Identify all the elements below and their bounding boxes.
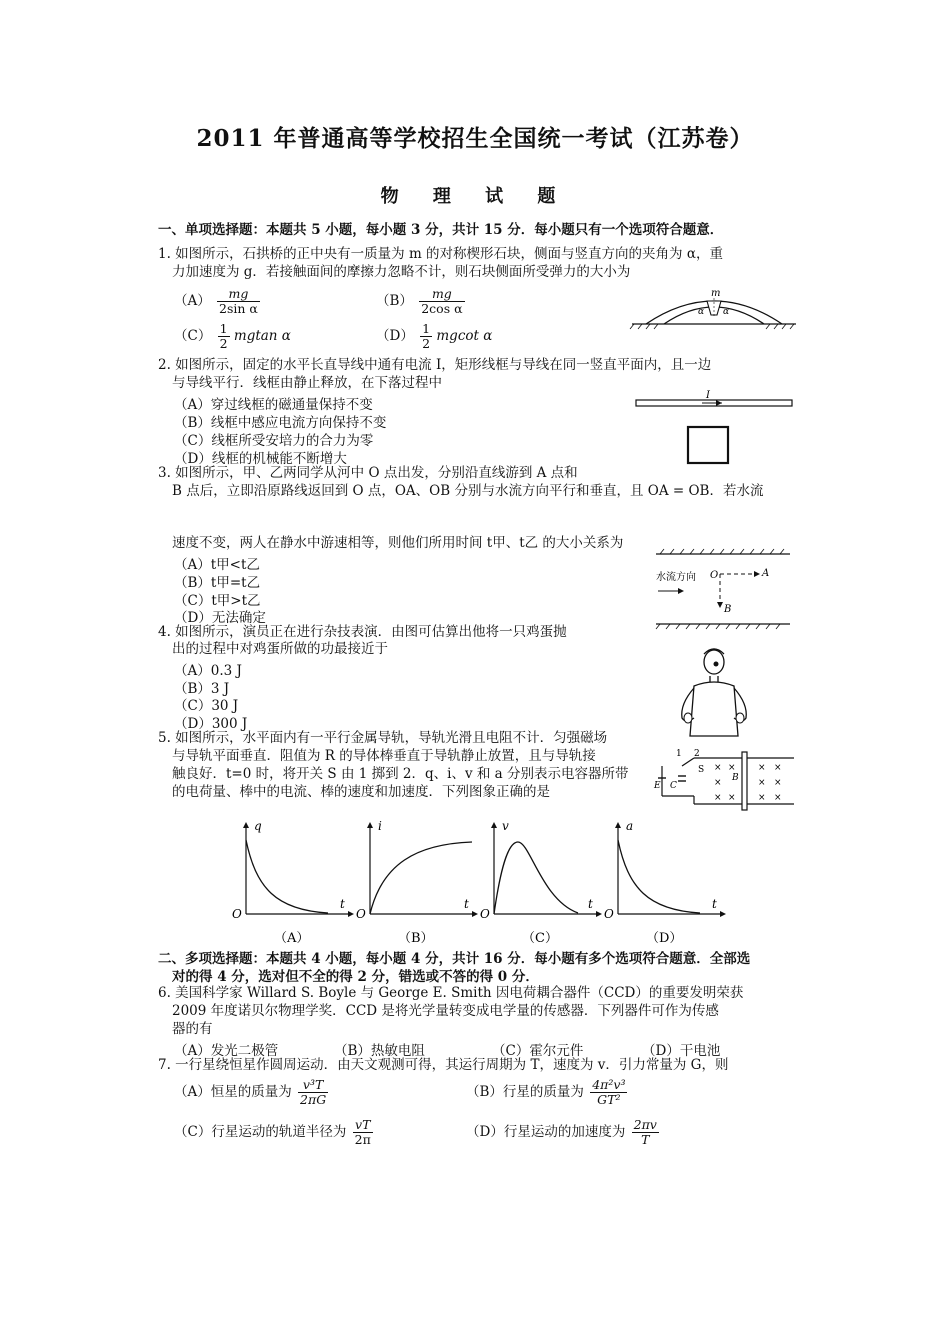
graph-d-x-arrow bbox=[720, 911, 726, 917]
page-subtitle: 物 理 试 题 bbox=[380, 186, 570, 207]
graph-b-xlabel: t bbox=[464, 897, 469, 911]
q7-option-a-num: v³T bbox=[298, 1078, 328, 1093]
graph-b-ylabel: i bbox=[378, 819, 382, 833]
q7-option-d[interactable] bbox=[466, 1118, 659, 1147]
flow-arrowhead bbox=[678, 588, 684, 594]
q1-option-a[interactable] bbox=[174, 287, 260, 316]
q5-circuit-figure bbox=[654, 748, 800, 812]
q5-line3: 触良好．t=0 时，将开关 S 由 1 掷到 2．q、i、v 和 a 分别表示电容器所带 bbox=[172, 766, 629, 782]
svg-text:×: × bbox=[758, 793, 766, 803]
section1-header: 一、单项选择题：本题共 5 小题，每小题 3 分，共计 15 分．每小题只有一个选项符合题意． bbox=[158, 222, 724, 238]
q6-line3: 器的有 bbox=[172, 1021, 213, 1037]
label-B: B bbox=[732, 773, 739, 783]
q1-option-b-fraction bbox=[419, 287, 464, 316]
label-B: B bbox=[724, 604, 732, 615]
q7-option-a-den: 2πG bbox=[300, 1092, 327, 1107]
svg-text:×: × bbox=[714, 763, 722, 773]
q5-graph-b[interactable] bbox=[356, 818, 486, 946]
q2-option-d[interactable]: （D）线框的机械能不断增大 bbox=[174, 451, 347, 467]
q1-line1: 1. 如图所示，石拱桥的正中央有一质量为 m 的对称楔形石块，侧面与竖直方向的夹角为 α，重 bbox=[158, 246, 723, 262]
q2-option-c[interactable]: （C）线框所受安培力的合力为零 bbox=[174, 433, 374, 449]
graph-d-origin: O bbox=[604, 907, 614, 921]
q5-graph-c[interactable] bbox=[480, 818, 610, 946]
q7-option-c-den: 2π bbox=[354, 1132, 371, 1147]
q1-option-d-rest: mgcot α bbox=[436, 328, 493, 344]
q2-line1: 2. 如图所示，固定的水平长直导线中通有电流 I，矩形线框与导线在同一竖直平面内，且一边 bbox=[158, 357, 712, 373]
q1-option-b-label: （B） bbox=[376, 293, 413, 309]
q4-option-a[interactable]: （A）0.3 J bbox=[174, 663, 242, 679]
ground-hatching bbox=[630, 324, 794, 329]
graph-d-ylabel: a bbox=[626, 819, 634, 833]
q4-juggler-figure bbox=[664, 644, 764, 742]
graph-c-ylabel: v bbox=[502, 819, 509, 833]
q7-option-c[interactable] bbox=[174, 1118, 373, 1147]
q3-line2: B 点后，立即沿原路线返回到 O 点，OA、OB 分别与水流方向平行和垂直，且 OA = OB．若水流 bbox=[172, 483, 764, 499]
q3-option-c[interactable]: （C）t甲>t乙 bbox=[174, 593, 261, 609]
q5-graph-a[interactable] bbox=[232, 818, 362, 946]
egg-near-face bbox=[714, 662, 719, 667]
egg-right-hand bbox=[736, 713, 744, 723]
arrow-A bbox=[754, 571, 760, 577]
graph-a-curve bbox=[246, 840, 328, 913]
q6-option-a[interactable]: （A）发光二极管 bbox=[174, 1043, 279, 1059]
q5-line4: 的电荷量、棒中的电流、棒的速度和加速度．下列图象正确的是 bbox=[172, 784, 550, 800]
q7-option-d-den: T bbox=[641, 1132, 650, 1147]
label-2: 2 bbox=[694, 749, 700, 759]
q1-option-b-den: 2cos α bbox=[421, 301, 463, 316]
egg-left-hand bbox=[684, 713, 692, 723]
q1-option-a-fraction bbox=[217, 287, 260, 316]
svg-text:×: × bbox=[758, 778, 766, 788]
q7-option-b-den: GT² bbox=[597, 1092, 621, 1107]
q3-option-a[interactable]: （A）t甲<t乙 bbox=[174, 557, 260, 573]
q7-option-a[interactable] bbox=[174, 1078, 328, 1107]
graph-b-origin: O bbox=[356, 907, 366, 921]
q1-option-a-den: 2sin α bbox=[219, 301, 258, 316]
rectangular-frame bbox=[688, 427, 728, 463]
graph-a-origin: O bbox=[232, 907, 242, 921]
q1-option-c-den: 2 bbox=[219, 336, 228, 351]
q3-option-d[interactable]: （D）无法确定 bbox=[174, 610, 266, 626]
label-O: O bbox=[710, 570, 719, 581]
q1-option-c-rest: mgtan α bbox=[233, 328, 291, 344]
graph-b-y-arrow bbox=[367, 822, 373, 828]
q2-wire-frame-figure bbox=[636, 392, 796, 472]
q1-option-c-num: 1 bbox=[219, 321, 228, 336]
q1-arch-bridge-figure bbox=[628, 284, 800, 334]
q3-option-b[interactable]: （B）t甲=t乙 bbox=[174, 575, 261, 591]
q5-graph-d[interactable] bbox=[604, 818, 734, 946]
q4-option-c[interactable]: （C）30 J bbox=[174, 698, 239, 714]
graph-b-x-arrow bbox=[472, 911, 478, 917]
page-title: 2011 年普通高等学校招生全国统一考试（江苏卷） bbox=[196, 125, 754, 152]
graph-d-xlabel: t bbox=[712, 897, 717, 911]
q2-option-a[interactable]: （A）穿过线框的磁通量保持不变 bbox=[174, 397, 373, 413]
q7-line1: 7. 一行星绕恒星作圆周运动．由天文观测可得，其运行周期为 T，速度为 v．引力常量为 G，则 bbox=[158, 1057, 729, 1073]
q6-line2: 2009 年度诺贝尔物理学奖．CCD 是将光学量转变成电学量的传感器．下列器件可作为传感 bbox=[172, 1003, 719, 1019]
switch-S bbox=[682, 758, 694, 766]
section2-header-line2: 对的得 4 分，选对但不全的得 2 分，错选或不答的得 0 分． bbox=[172, 969, 539, 985]
q2-option-b[interactable]: （B）线框中感应电流方向保持不变 bbox=[174, 415, 387, 431]
conductor-rod bbox=[742, 752, 747, 810]
graph-c-y-arrow bbox=[491, 822, 497, 828]
q6-option-d[interactable]: （D）干电池 bbox=[642, 1043, 721, 1059]
graph-a-ylabel: q bbox=[254, 819, 262, 833]
svg-text:×: × bbox=[774, 778, 782, 788]
q4-option-d[interactable]: （D）300 J bbox=[174, 716, 248, 732]
graph-b-curve bbox=[370, 842, 472, 914]
label-alpha-left: α bbox=[698, 307, 705, 317]
q7-option-c-num: vT bbox=[353, 1118, 373, 1133]
svg-text:×: × bbox=[728, 793, 736, 803]
q3-line1: 3. 如图所示，甲、乙两同学从河中 O 点出发，分别沿直线游到 A 点和 bbox=[158, 465, 578, 481]
bank-bottom-hatching bbox=[656, 624, 780, 629]
q7-option-b-fraction bbox=[590, 1078, 627, 1107]
graph-a-xlabel: t bbox=[340, 897, 345, 911]
label-I: I bbox=[706, 390, 710, 401]
q3-river-figure bbox=[656, 546, 796, 632]
juggler-person bbox=[682, 649, 747, 736]
graph-c-xlabel: t bbox=[588, 897, 593, 911]
q7-option-c-fraction bbox=[353, 1118, 373, 1147]
q1-option-d-fraction bbox=[420, 322, 432, 351]
q4-line1: 4. 如图所示，演员正在进行杂技表演．由图可估算出他将一只鸡蛋抛 bbox=[158, 624, 567, 640]
svg-text:×: × bbox=[774, 763, 782, 773]
svg-text:×: × bbox=[758, 763, 766, 773]
graph-c-caption: （C） bbox=[522, 931, 558, 946]
graph-c-origin: O bbox=[480, 907, 490, 921]
q1-option-b[interactable] bbox=[376, 287, 465, 316]
svg-text:×: × bbox=[714, 793, 722, 803]
graph-a-y-arrow bbox=[243, 822, 249, 828]
q5-line1: 5. 如图所示，水平面内有一平行金属导轨，导轨光滑且电阻不计．匀强磁场 bbox=[158, 730, 608, 746]
svg-text:×: × bbox=[774, 793, 782, 803]
label-alpha-right: α bbox=[723, 307, 730, 317]
q4-option-b[interactable]: （B）3 J bbox=[174, 681, 230, 697]
q1-option-b-num: mg bbox=[419, 287, 464, 302]
svg-text:×: × bbox=[714, 778, 722, 788]
q1-option-c[interactable] bbox=[174, 322, 291, 351]
graph-c-curve bbox=[494, 842, 578, 914]
q7-option-a-text: （A）恒星的质量为 bbox=[174, 1084, 292, 1100]
label-A: A bbox=[762, 568, 770, 579]
q7-option-d-text: （D）行星运动的加速度为 bbox=[466, 1124, 626, 1140]
q1-option-c-label: （C） bbox=[174, 328, 212, 344]
q1-option-d[interactable] bbox=[376, 322, 492, 351]
arrow-B bbox=[717, 602, 723, 608]
magnetic-field-crosses bbox=[714, 763, 782, 803]
q1-option-c-fraction bbox=[218, 322, 230, 351]
label-E: E bbox=[654, 781, 661, 791]
q1-option-d-label: （D） bbox=[376, 328, 414, 344]
q7-option-d-num: 2πv bbox=[633, 1117, 657, 1132]
label-C: C bbox=[670, 781, 677, 791]
q6-line1: 6. 美国科学家 Willard S. Boyle 与 George E. Smith 因电荷耦合器件（CCD）的重要发明荣获 bbox=[158, 985, 744, 1001]
bank-top-hatching bbox=[660, 549, 784, 554]
q7-option-d-fraction bbox=[632, 1118, 659, 1147]
q7-option-c-text: （C）行星运动的轨道半径为 bbox=[174, 1124, 347, 1140]
graph-d-curve bbox=[618, 840, 700, 913]
graph-c-x-arrow bbox=[596, 911, 602, 917]
q1-option-a-num: mg bbox=[217, 287, 260, 302]
q7-option-b-num: 4π²v³ bbox=[592, 1077, 626, 1092]
section2-header-line1: 二、多项选择题：本题共 4 小题，每小题 4 分，共计 16 分．每小题有多个选项符合题意．全部选 bbox=[158, 951, 751, 967]
q7-option-a-fraction bbox=[298, 1078, 328, 1107]
q5-line2: 与导轨平面垂直．阻值为 R 的导体棒垂直于导轨静止放置，且与导轨接 bbox=[172, 748, 596, 764]
q6-option-b[interactable]: （B）热敏电阻 bbox=[334, 1043, 425, 1059]
graph-d-y-arrow bbox=[615, 822, 621, 828]
svg-text:×: × bbox=[728, 763, 736, 773]
q4-line2: 出的过程中对鸡蛋所做的功最接近于 bbox=[172, 641, 388, 657]
graph-d-caption: （D） bbox=[646, 931, 683, 946]
graph-a-caption: （A） bbox=[274, 931, 310, 946]
label-1: 1 bbox=[676, 749, 682, 759]
q7-option-b[interactable] bbox=[466, 1078, 627, 1107]
label-S: S bbox=[698, 765, 705, 775]
q2-line2: 与导线平行．线框由静止释放，在下落过程中 bbox=[172, 375, 442, 391]
q3-line3: 速度不变，两人在静水中游速相等，则他们所用时间 t甲、t乙 的大小关系为 bbox=[172, 535, 624, 551]
q1-option-d-num: 1 bbox=[422, 321, 431, 336]
graph-b-caption: （B） bbox=[398, 931, 434, 946]
q6-option-c[interactable]: （C）霍尔元件 bbox=[492, 1043, 584, 1059]
q1-line2: 力加速度为 g．若接触面间的摩擦力忽略不计，则石块侧面所受弹力的大小为 bbox=[172, 264, 631, 280]
label-m: m bbox=[711, 288, 721, 299]
q1-option-a-label: （A） bbox=[174, 293, 211, 309]
graph-a-x-arrow bbox=[348, 911, 354, 917]
flow-direction-label: 水流方向 bbox=[656, 572, 696, 583]
q1-option-d-den: 2 bbox=[422, 336, 431, 351]
q7-option-b-text: （B）行星的质量为 bbox=[466, 1084, 584, 1100]
